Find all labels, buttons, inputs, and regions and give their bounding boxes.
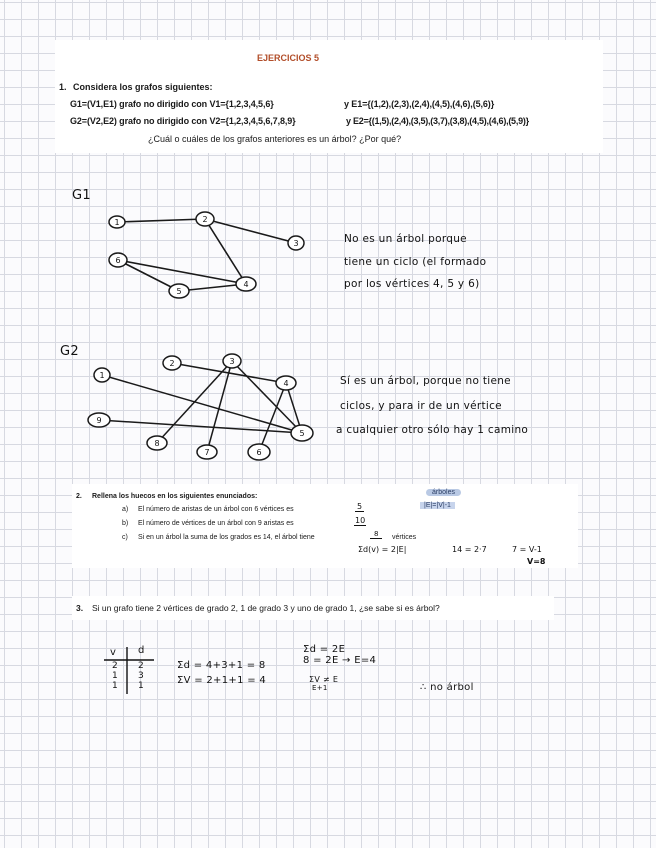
g2-node-label: 6 [256, 448, 262, 457]
q2-number: 2. [76, 493, 82, 500]
q3-table-cell: 3 [138, 671, 144, 681]
g2-node-label: 4 [283, 379, 289, 388]
g2-answer-line-2: ciclos, y para ir de un vértice [340, 400, 502, 412]
q3-calc-1: Σd = 4+3+1 = 8 [177, 660, 266, 671]
q2-work-4: V=8 [527, 557, 546, 566]
q3-table-cell: 1 [112, 681, 118, 691]
q3-table-cell: 1 [138, 681, 144, 691]
q2-work-2: 14 = 2·7 [452, 545, 487, 554]
g2-node-label: 2 [169, 359, 175, 368]
q3-table-cell: 2 [138, 661, 144, 671]
g1-node-label: 4 [243, 280, 249, 289]
g2-node-label: 1 [99, 371, 105, 380]
q2-c-answer: 8 [370, 530, 382, 539]
g2-node-label: 7 [204, 448, 210, 457]
q3-table-cell: 1 [112, 671, 118, 681]
q2-a-label: a) [122, 506, 129, 513]
g1-node-label: 5 [176, 287, 182, 296]
g1-answer-line-2: tiene un ciclo (el formado [344, 256, 487, 268]
q3-table-header-d: d [138, 645, 145, 656]
g2-answer-line-3: a cualquier otro sólo hay 1 camino [336, 424, 529, 436]
g1-label: G1 [72, 188, 91, 203]
q1-number: 1. [59, 82, 67, 92]
g1-node-label: 6 [115, 256, 121, 265]
g2-node-label: 8 [154, 439, 160, 448]
q2-work-1: Σd(v) = 2|E| [358, 545, 407, 554]
q3-conclusion: ∴ no árbol [420, 682, 474, 693]
q3-text: Si un grafo tiene 2 vértices de grado 2, 1 de grado 3 y uno de grado 1, ¿se sabe si es árbol? [92, 603, 440, 613]
q2-c-text-after: vértices [392, 534, 417, 541]
page-title: EJERCICIOS 5 [257, 53, 320, 63]
g1-answer-line-1: No es un árbol porque [344, 233, 467, 245]
q2-b-label: b) [122, 520, 129, 527]
q2-c-text-before: Si en un árbol la suma de los grados es 14, el árbol tiene [138, 534, 315, 541]
q2-a-answer: 5 [357, 502, 363, 511]
g2-node-label: 5 [299, 429, 305, 438]
q3-calc-5: ΣV ≠ E [309, 675, 339, 684]
g1-node-label: 1 [114, 218, 120, 227]
q3-table-cell: 2 [112, 661, 118, 671]
g1-node-label: 2 [202, 215, 208, 224]
q1-question: ¿Cuál o cuáles de los grafos anteriores es un árbol? ¿Por qué? [148, 134, 402, 144]
g2-node-label: 3 [229, 357, 235, 366]
q3-calc-2: ΣV = 2+1+1 = 4 [177, 675, 267, 686]
q3-number: 3. [76, 603, 84, 613]
q2-b-text: El número de vértices de un árbol con 9 aristas es [138, 520, 294, 527]
q2-a-text: El número de aristas de un árbol con 6 vértices es [138, 506, 294, 513]
q3-calc-6: E+1 [312, 684, 328, 692]
g1-answer-line-3: por los vértices 4, 5 y 6) [344, 278, 480, 290]
q2-title: Rellena los huecos en los siguientes enunciados: [92, 493, 258, 500]
q3-calc-3: Σd = 2E [303, 644, 346, 655]
q2-b-answer: 10 [355, 516, 366, 525]
q1-line1-left: G1=(V1,E1) grafo no dirigido con V1={1,2,3,4,5,6} [70, 99, 274, 109]
q3-table-header-v: v [110, 647, 116, 658]
q2-note-formula: |E|=|V|-1 [420, 502, 455, 509]
q2-c-label: c) [122, 534, 128, 541]
g2-node-label: 9 [96, 416, 102, 425]
q1-line2-right: y E2={(1,5),(2,4),(3,5),(3,7),(3,8),(4,5),(4,6),(5,9)} [346, 116, 529, 126]
q3-calc-4: 8 = 2E → E=4 [303, 655, 377, 666]
g2-label: G2 [60, 344, 79, 359]
q2-note-tag: árboles [426, 489, 461, 496]
g1-node-label: 3 [293, 239, 299, 248]
q1-line2-left: G2=(V2,E2) grafo no dirigido con V2={1,2,3,4,5,6,7,8,9} [70, 116, 296, 126]
g2-answer-line-1: Sí es un árbol, porque no tiene [340, 375, 511, 387]
q1-intro: Considera los grafos siguientes: [73, 82, 213, 92]
q2-work-3: 7 = V-1 [512, 545, 542, 554]
q1-line1-right: y E1={(1,2),(2,3),(2,4),(4,5),(4,6),(5,6)} [344, 99, 495, 109]
